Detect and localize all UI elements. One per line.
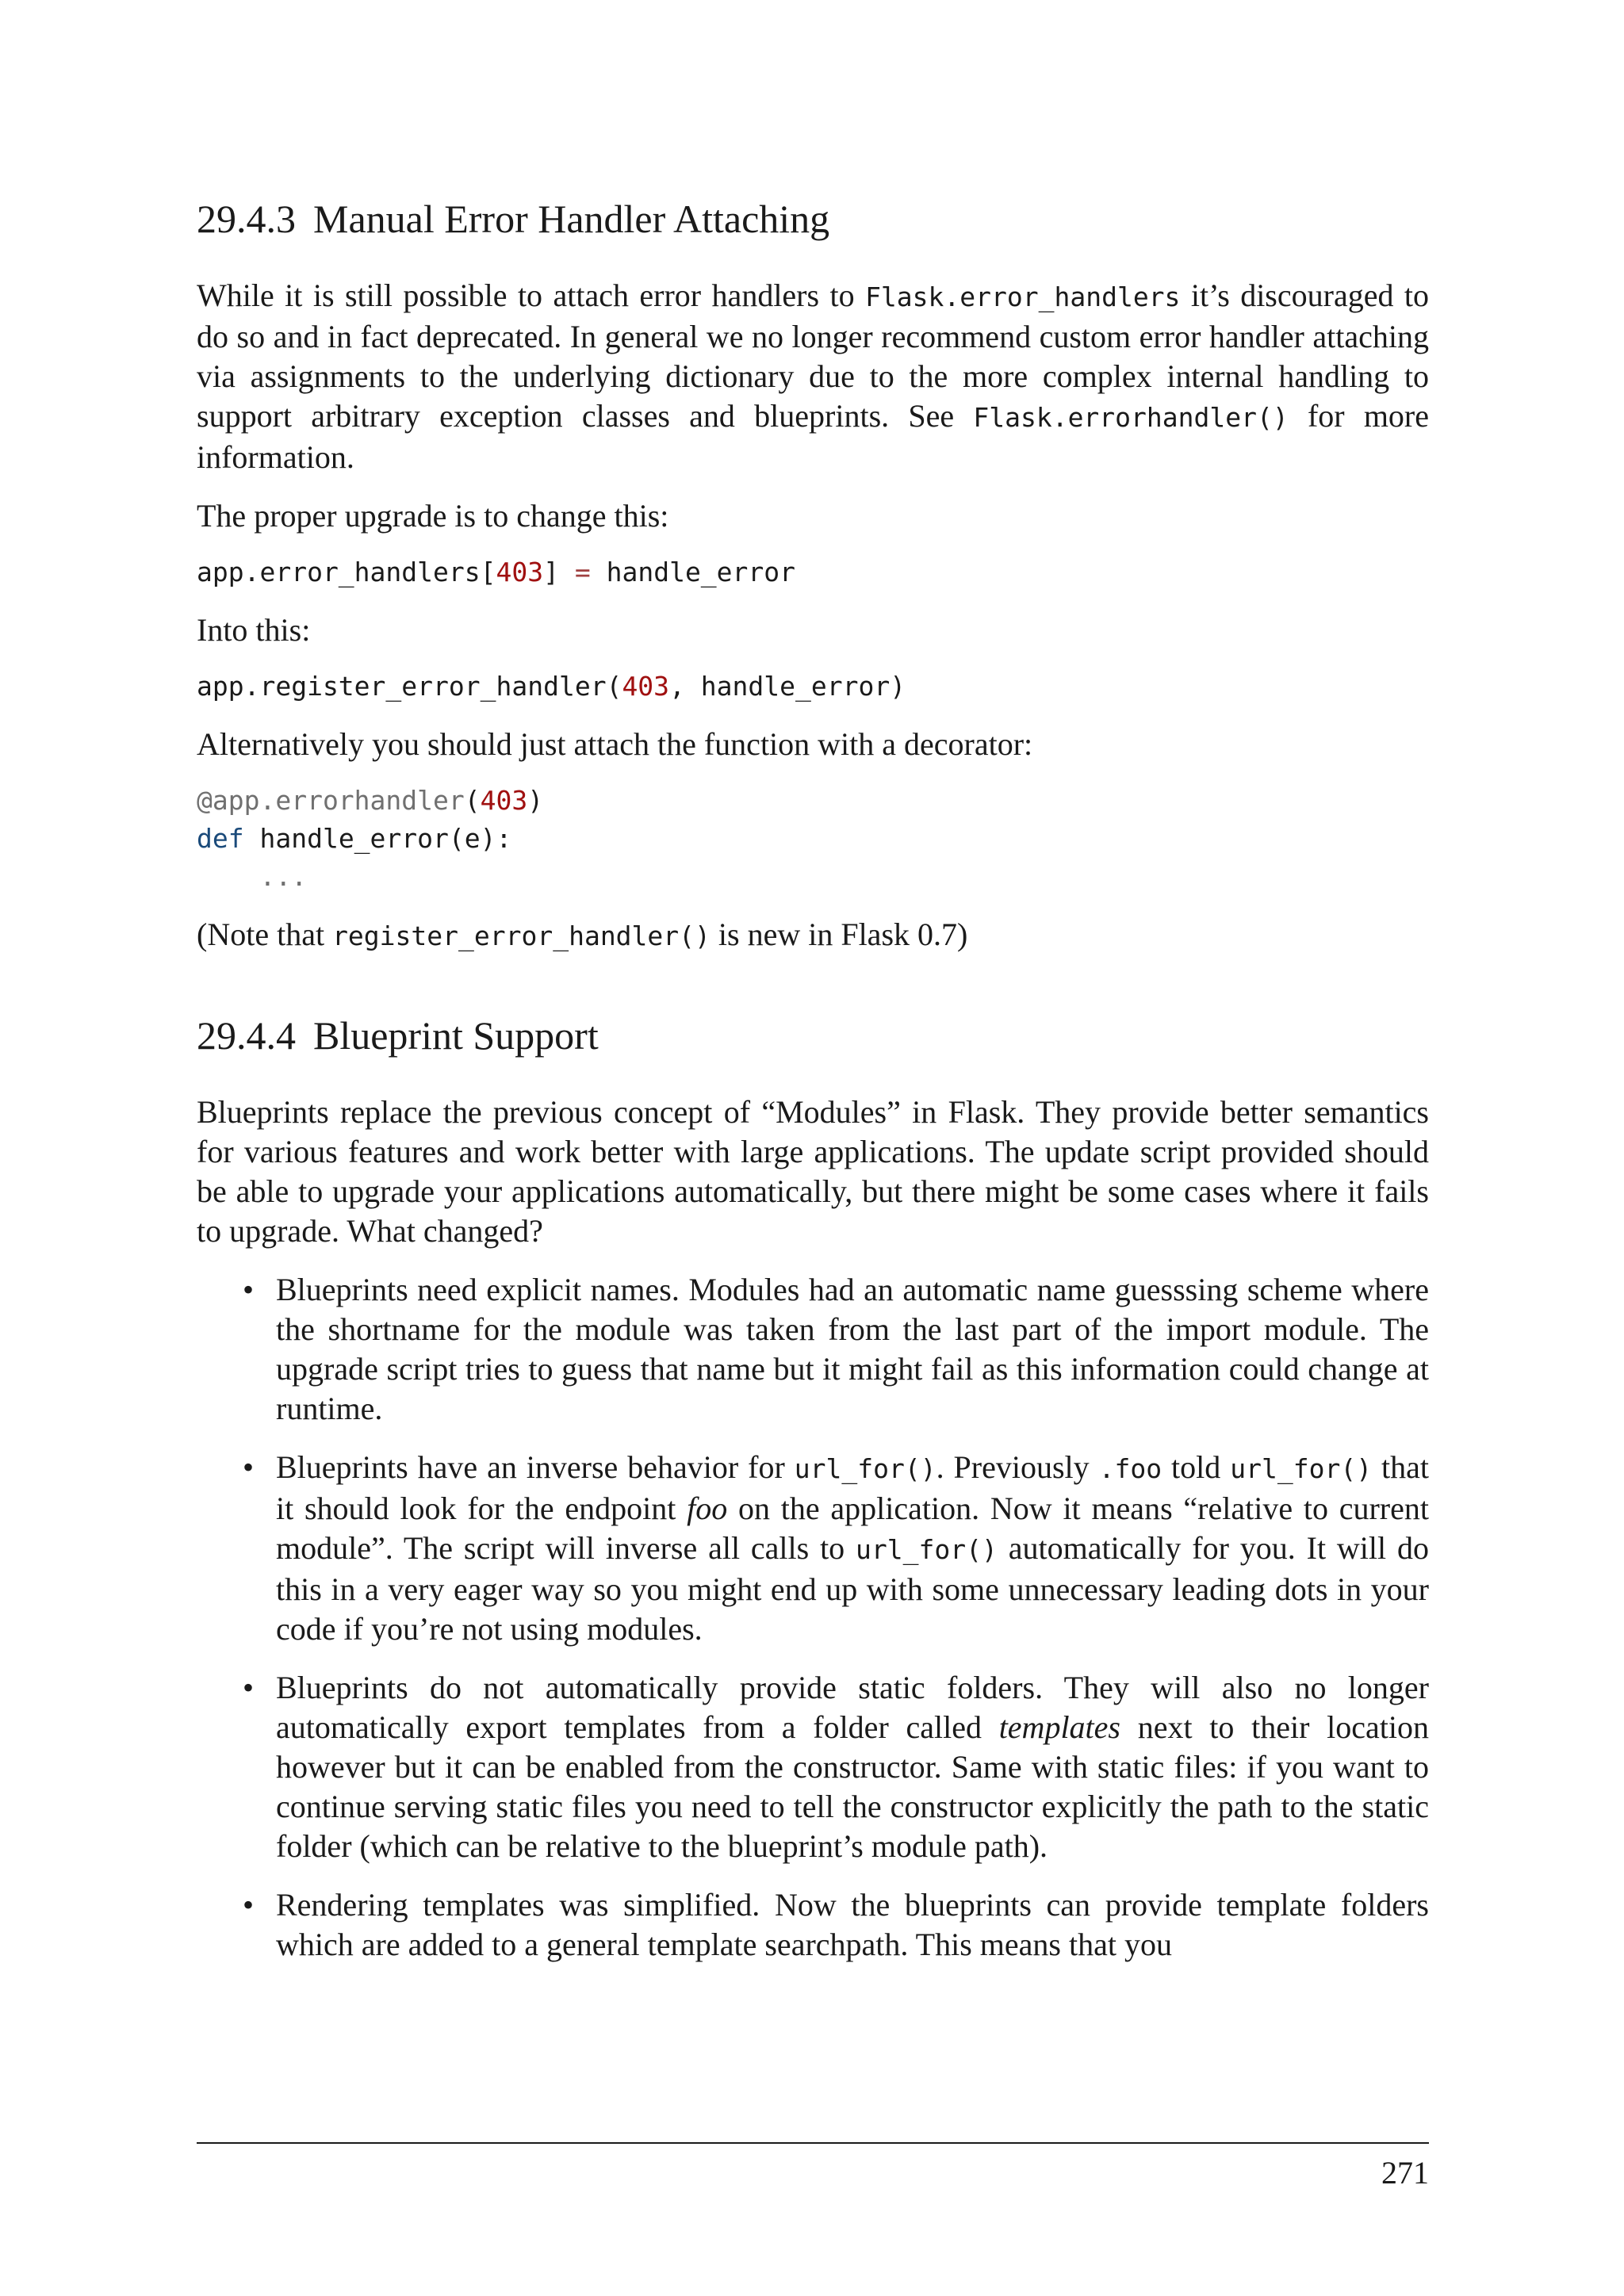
section-heading-blueprint-support	[197, 1012, 1429, 1059]
page-number: 271	[1381, 2155, 1429, 2191]
inline-code-flask-errorhandler: Flask.errorhandler()	[973, 402, 1289, 433]
text-run: Rendering templates was simplified. Now the blueprints can provide template folders which are added to a general template searchpath. This means that you	[276, 1887, 1429, 1962]
code-token: handle_error	[590, 557, 796, 587]
text-run: . Previously	[936, 1449, 1099, 1485]
bullet-glyph: •	[243, 1887, 255, 1923]
bullet-glyph: •	[243, 1670, 255, 1705]
code-operator: =	[574, 557, 591, 587]
text-run: told	[1162, 1449, 1231, 1485]
section-number: 29.4.3	[197, 197, 296, 241]
bullet-glyph: •	[243, 1272, 255, 1307]
inline-code-url-for: url_for()	[1230, 1453, 1373, 1484]
list-item	[197, 1270, 1429, 1429]
text-run: While it is still possible to attach error handlers to	[197, 277, 866, 313]
text-run: Blueprints need explicit names. Modules had an automatic name guesssing scheme where the shortname for the module was taken from the last part of the import module. The upgrade script tries to guess that name but it might fail as this information could change at runtime.	[276, 1272, 1429, 1426]
section-title: Blueprint Support	[313, 1013, 599, 1058]
text-run: for more information.	[197, 398, 1430, 475]
list-item	[197, 1668, 1429, 1866]
code-decorator: @app.errorhandler	[197, 785, 465, 816]
code-token: , handle_error)	[669, 671, 906, 702]
code-token: (	[464, 785, 481, 816]
text-run: that it should look for the endpoint	[276, 1449, 1430, 1526]
text-run: Blueprints do not automatically provide static folders. They will also no longer automatically export templates from a folder called	[276, 1670, 1429, 1745]
code-number: 403	[622, 671, 670, 702]
section-heading-manual-error-handler	[197, 195, 1429, 243]
code-token: )	[527, 785, 544, 816]
paragraph-into-this: Into this:	[197, 612, 311, 648]
code-ellipsis: ...	[259, 861, 308, 892]
list-item	[197, 1885, 1429, 1965]
code-indent	[197, 861, 259, 892]
paragraph-note-flask-07	[197, 915, 1429, 956]
list-item	[197, 1448, 1429, 1649]
inline-code-url-for: url_for()	[856, 1534, 998, 1565]
section-title: Manual Error Handler Attaching	[313, 197, 830, 241]
code-block-register-error-handler	[197, 668, 1429, 706]
paragraph-decorator-alternative: Alternatively you should just attach the function with a decorator:	[197, 726, 1033, 762]
code-token: app.register_error_handler(	[197, 671, 622, 702]
section-number: 29.4.4	[197, 1013, 296, 1058]
text-run: automatically for you. It will do this in a very eager way so you might end up with some unnecessary leading dots in your code if you’re not using modules.	[276, 1530, 1429, 1647]
code-block-old-assignment	[197, 553, 1429, 591]
code-token: handle_error(e):	[243, 823, 512, 854]
emphasis-templates: templates	[998, 1709, 1120, 1745]
inline-code-flask-error-handlers: Flask.error_handlers	[865, 281, 1181, 312]
code-token: app.error_handlers[	[197, 557, 496, 587]
emphasis-foo: foo	[687, 1490, 728, 1526]
code-keyword: def	[197, 823, 244, 854]
inline-code-register-error-handler: register_error_handler()	[332, 920, 710, 951]
text-run: next to their location however but it can be enabled from the constructor. Same with static files: if you want to continue serving static files you need to tell the constructor explicitly the path to the static folder (which can be relative to the blueprint’s module path).	[276, 1709, 1429, 1864]
text-run: it’s discouraged to do so and in fact deprecated. In general we no longer recommend custom error handler attaching via assignments to the underlying dictionary due to the more complex internal handling to support arbitrary exception classes and blueprints. See	[197, 277, 1430, 434]
paragraph-error-handlers-intro	[197, 276, 1429, 477]
text-run: Blueprints have an inverse behavior for	[276, 1449, 795, 1485]
text-run: on the application. Now it means “relative to current module”. The script will inverse all calls to	[276, 1490, 1429, 1566]
text-run: (Note that	[197, 916, 333, 952]
code-token: ]	[543, 557, 575, 587]
blueprint-changes-list	[197, 1270, 1429, 1965]
paragraph-proper-upgrade: The proper upgrade is to change this:	[197, 498, 669, 534]
footer-rule	[197, 2142, 1429, 2144]
code-number: 403	[480, 785, 528, 816]
bullet-glyph: •	[243, 1449, 255, 1485]
code-number: 403	[496, 557, 544, 587]
code-block-decorator	[197, 782, 1429, 896]
paragraph-blueprints-intro: Blueprints replace the previous concept of “Modules” in Flask. They provide better semantics for various features and work better with large applications. The update script provided should be able to upgrade your applications automatically, but there might be some cases where it fails to upgrade. What changed?	[197, 1094, 1429, 1249]
inline-code-url-for: url_for()	[794, 1453, 936, 1484]
page-content	[197, 182, 1429, 1965]
text-run: is new in Flask 0.7)	[710, 916, 968, 952]
inline-code-foo: .foo	[1098, 1453, 1162, 1484]
